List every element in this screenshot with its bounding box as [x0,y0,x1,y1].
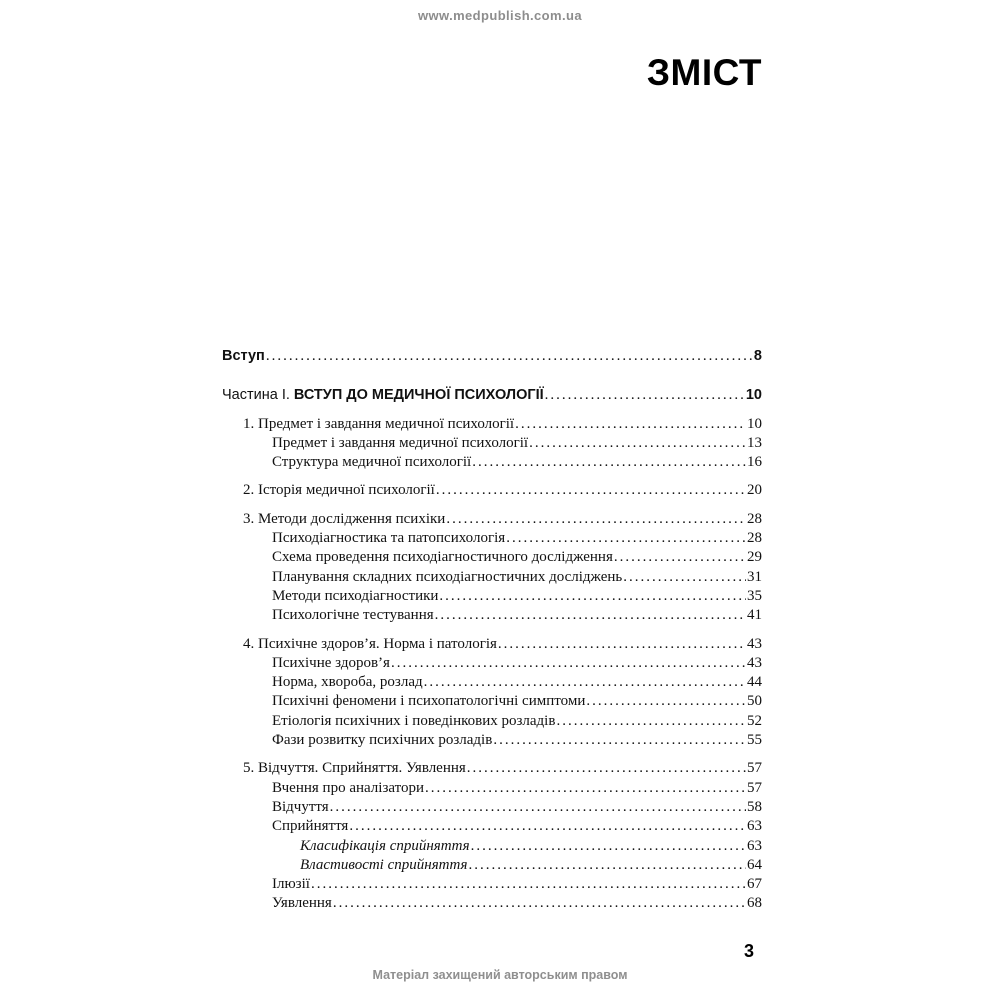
toc-entry-page: 58 [747,798,762,815]
toc-entry-page: 8 [753,348,762,364]
toc-dot-leader [467,759,746,778]
toc-entry [222,548,762,567]
toc-entry-page: 68 [747,895,762,912]
toc-dot-leader [498,635,746,654]
toc-entry-label: Предмет і завдання медичної психології [272,434,529,451]
toc-entry-label: Вступ [222,348,265,364]
toc-dot-leader [446,510,746,529]
page-content [222,0,762,1000]
toc-dot-leader [333,894,746,913]
toc-dot-leader [614,548,746,567]
toc-entry-page: 41 [747,607,762,624]
toc-entry [222,712,762,731]
toc-entry [222,779,762,798]
toc-entry-label: Методи психодіагностики [272,587,439,604]
toc-entry-page: 13 [747,434,762,451]
toc-entry-label: Ілюзії [272,876,310,893]
toc-entry-page: 63 [747,818,762,835]
toc-entry-label: Психодіагностика та патопсихологія [272,530,506,547]
toc-entry-label: Сприйняття [272,818,349,835]
toc-entry-label: Психологічне тестування [272,607,434,624]
toc-dot-leader [469,856,747,875]
toc-entry-page: 31 [747,568,762,585]
toc-entry-page: 55 [747,732,762,749]
page-title: ЗМІСТ [646,52,762,93]
toc-entry-label: Вчення про аналізатори [272,779,425,796]
toc-entry [222,606,762,625]
toc-dot-leader [556,712,746,731]
toc-entry-label: Властивості сприйняття [300,856,468,873]
toc-dot-leader [545,386,745,405]
toc-entry-label: 3. Методи дослідження психіки [243,510,446,527]
toc-entry-label: 2. Історія медичної психології [243,482,435,499]
toc-entry-page: 10 [745,387,762,404]
toc-dot-leader [506,529,746,548]
toc-entry [222,654,762,673]
toc-entry [222,529,762,548]
copyright-notice: Матеріал захищений авторським правом [372,968,628,982]
toc-entry-page: 35 [747,587,762,604]
toc-list [222,347,762,914]
toc-entry-page: 52 [747,712,762,729]
toc-entry [222,568,762,587]
toc-entry [222,510,762,529]
toc-entry-label: Уявлення [272,895,332,912]
toc-entry-label: Класифікація сприйняття [300,837,470,854]
toc-entry [222,673,762,692]
toc-dot-leader [391,654,746,673]
toc-dot-leader [425,779,746,798]
toc-dot-leader [493,731,746,750]
toc-entry-label: 1. Предмет і завдання медичної психології [243,415,515,432]
toc-entry [222,817,762,836]
toc-entry-prefix: Частина I. [222,387,294,404]
toc-dot-leader [529,434,746,453]
toc-entry-page: 57 [747,779,762,796]
toc-entry-page: 10 [747,415,762,432]
toc-entry-page: 63 [747,837,762,854]
toc-dot-leader [623,568,746,587]
toc-entry-label: ВСТУП ДО МЕДИЧНОЇ ПСИХОЛОГІЇ [293,387,544,404]
toc-entry [222,692,762,711]
toc-entry-label: Фази розвитку психічних розладів [272,732,493,749]
toc-entry-page: 16 [747,454,762,471]
toc-dot-leader [586,692,746,711]
toc-dot-leader [311,875,746,894]
toc-entry-label: Психічні феномени і психопатологічні симптоми [272,693,586,710]
toc-dot-leader [472,453,746,472]
toc-entry [222,587,762,606]
toc-entry-page: 28 [747,530,762,547]
toc-entry [222,386,762,405]
toc-entry [222,759,762,778]
toc-entry [222,453,762,472]
toc-entry-page: 43 [747,635,762,652]
folio-page-number: 3 [743,941,754,961]
toc-dot-leader [471,837,746,856]
toc-entry [222,894,762,913]
toc-entry-label: Схема проведення психодіагностичного дослідження [272,549,613,566]
toc-entry-label: Відчуття [272,798,329,815]
toc-entry-page: 67 [747,876,762,893]
toc-entry-label: 4. Психічне здоров’я. Норма і патологія [243,635,497,652]
toc-entry-page: 28 [747,510,762,527]
toc-entry-page: 50 [747,693,762,710]
toc-dot-leader [515,415,746,434]
toc-entry [222,635,762,654]
toc-dot-leader [330,798,746,817]
toc-dot-leader [266,347,753,366]
toc-entry-page: 57 [747,760,762,777]
toc-dot-leader [436,481,746,500]
toc-entry-label: Етіологія психічних і поведінкових розладів [272,712,556,729]
toc-entry-page: 43 [747,654,762,671]
site-url-text: www.medpublish.com.ua [418,8,582,23]
toc-entry-label: Норма, хвороба, розлад [272,674,423,691]
toc-entry [222,837,762,856]
toc-entry-page: 20 [747,482,762,499]
toc-entry-page: 44 [747,674,762,691]
toc-entry [222,856,762,875]
toc-entry [222,875,762,894]
toc-dot-leader [439,587,746,606]
toc-entry [222,481,762,500]
toc-entry-label: Структура медичної психології [272,454,472,471]
toc-entry [222,415,762,434]
toc-dot-leader [435,606,746,625]
toc-entry-label: 5. Відчуття. Сприйняття. Уявлення [243,760,466,777]
toc-dot-leader [424,673,746,692]
toc-entry-label: Планування складних психодіагностичних досліджень [272,568,623,585]
toc-entry [222,347,762,366]
toc-entry [222,731,762,750]
toc-entry-page: 29 [747,549,762,566]
toc-entry-label: Психічне здоров’я [272,654,390,671]
toc-dot-leader [349,817,746,836]
toc-entry-page: 64 [747,856,762,873]
toc-entry [222,798,762,817]
toc-entry [222,434,762,453]
